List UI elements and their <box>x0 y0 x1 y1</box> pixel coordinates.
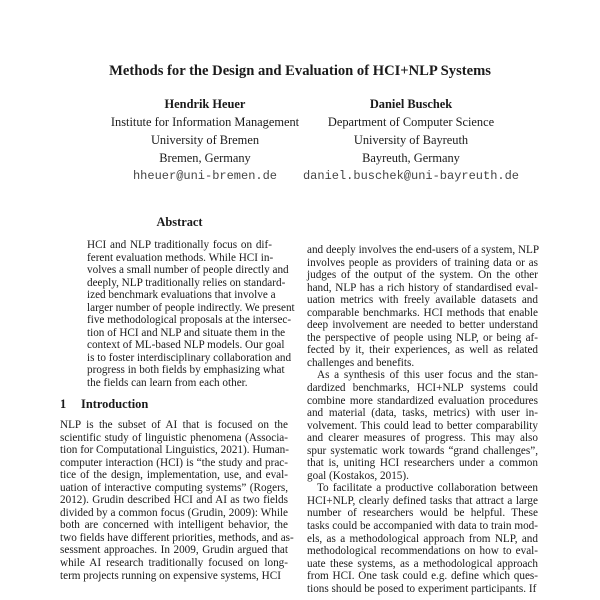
text-line: deeply, NLP traditionally relies on standard- <box>87 276 286 289</box>
text-line: 2012). Grudin described HCI and AI as two fields <box>60 494 288 507</box>
author-location: Bremen, Germany <box>159 151 251 165</box>
abstract-body <box>87 239 295 390</box>
text-line: volves a small number of people directly and <box>87 264 289 277</box>
text-line: dardized benchmarks, HCI+NLP systems could <box>307 382 538 395</box>
text-line: ferent evaluation methods. While HCI in- <box>87 251 274 264</box>
text-line: involves people as providers of training data or as <box>307 256 538 269</box>
text-line: spur systematic work towards “grand challenges”, <box>307 444 538 457</box>
author-university: University of Bayreuth <box>353 133 469 147</box>
text-line: goal (Kostakos, 2015). <box>307 469 409 482</box>
author-university: University of Bremen <box>150 133 260 147</box>
text-line: HCI and NLP traditionally focus on dif- <box>87 239 272 251</box>
text-line: tice of the design, implementation, use, and eval- <box>60 469 288 482</box>
text-line: and material (data, tasks, metrics) with user in- <box>307 407 538 420</box>
text-line: that is, uniting HCI researchers under a common <box>307 457 538 470</box>
introduction-body <box>60 419 294 582</box>
text-line: two fields have different priorities, methods, and as- <box>60 531 294 544</box>
text-line: methodological recommendations on how to eval- <box>307 545 538 558</box>
text-line: uate these systems, as a methodological approach <box>307 557 538 570</box>
text-line: progress in both fields by emphasizing what <box>87 364 285 377</box>
right-column-body <box>307 244 538 595</box>
text-line: volvement. This could lead to better comparability <box>307 419 538 432</box>
section-title: Introduction <box>81 397 149 411</box>
text-line: HCI+NLP, clearly defined tasks that attract a large <box>307 494 538 507</box>
author-email: hheuer@uni-bremen.de <box>132 169 278 183</box>
author-name: Daniel Buschek <box>369 97 453 111</box>
text-line: and deeply involves the end-users of a system, NLP <box>307 244 540 256</box>
text-line: number of researchers would be helpful. These <box>307 507 538 520</box>
text-line: tions should be posed to experiment participants. If <box>307 582 537 595</box>
abstract-heading: Abstract <box>156 215 203 229</box>
text-line: term projects running on expensive systems, HCI <box>60 569 281 582</box>
text-line: five methodological proposals at the intersec- <box>87 314 292 327</box>
text-line: from HCI. One task could e.g. define which ques- <box>307 570 538 583</box>
text-line: judges of the output of the system. On the other <box>307 269 538 282</box>
text-line: combine more standardized evaluation procedures <box>307 394 538 407</box>
text-line: divided by a common focus (Grudin, 2009): While <box>60 506 288 519</box>
text-line: uation metrics with freely available datasets and <box>307 294 538 307</box>
text-line: To facilitate a productive collaboration between <box>317 482 538 495</box>
text-line: tion for Computational Linguistics, 2021). Human- <box>60 444 290 457</box>
text-line: larger number of people indirectly. We present <box>87 301 295 314</box>
text-line: uation of interactive computing systems” (Rogers, <box>60 481 288 494</box>
author-email: daniel.buschek@uni-bayreuth.de <box>302 169 520 183</box>
text-line: els, as a methodological approach from NLP, and <box>307 532 538 545</box>
text-line: sessment approaches. In 2009, Grudin argued that <box>60 544 288 557</box>
author-location: Bayreuth, Germany <box>362 151 460 165</box>
author-block-2 <box>296 95 526 185</box>
section-number: 1 <box>60 397 67 411</box>
author-name: Hendrik Heuer <box>164 97 246 111</box>
text-line: As a synthesis of this user focus and the stan- <box>317 369 538 382</box>
author-block-1 <box>85 95 325 185</box>
text-line: tion of HCI and NLP and situate them in the <box>87 326 286 339</box>
text-line: and clearer measures of progress. This may also <box>307 432 538 445</box>
text-line: the perspective of people using NLP, or being af- <box>307 331 538 344</box>
text-line: tasks could be accompanied with data to train mod- <box>307 520 538 533</box>
text-line: context of ML-based NLP models. Our goal <box>87 339 285 352</box>
text-line: NLP is the subset of AI that is focused on the <box>60 419 288 431</box>
text-line: challenges and benefits. <box>307 356 415 369</box>
text-line: the fields can learn from each other. <box>87 377 248 390</box>
text-line: ized benchmark evaluations that involve a <box>87 289 276 302</box>
text-line: scientific study of linguistic phenomena (Associa- <box>60 431 288 444</box>
text-line: both are concerned with intelligent behavior, the <box>60 519 288 532</box>
text-line: fected by it, their experiences, as well as related <box>307 344 538 357</box>
paper-title: Methods for the Design and Evaluation of HCI+NLP Systems <box>109 63 491 79</box>
text-line: while AI research traditionally focused on long- <box>60 557 288 570</box>
text-line: hand, NLP has a rich history of standardised eval- <box>307 281 538 294</box>
text-line: computer interaction (HCI) is “the study and prac- <box>60 456 288 469</box>
author-affiliation: Department of Computer Science <box>327 115 495 129</box>
text-line: comparable benchmarks. HCI methods that enable <box>307 306 538 319</box>
text-line: deep involvement are needed to better understand <box>307 319 538 332</box>
author-affiliation: Institute for Information Management <box>110 115 300 129</box>
text-line: is to foster interdisciplinary collaboration and <box>87 351 292 364</box>
section-heading-introduction <box>60 397 148 412</box>
